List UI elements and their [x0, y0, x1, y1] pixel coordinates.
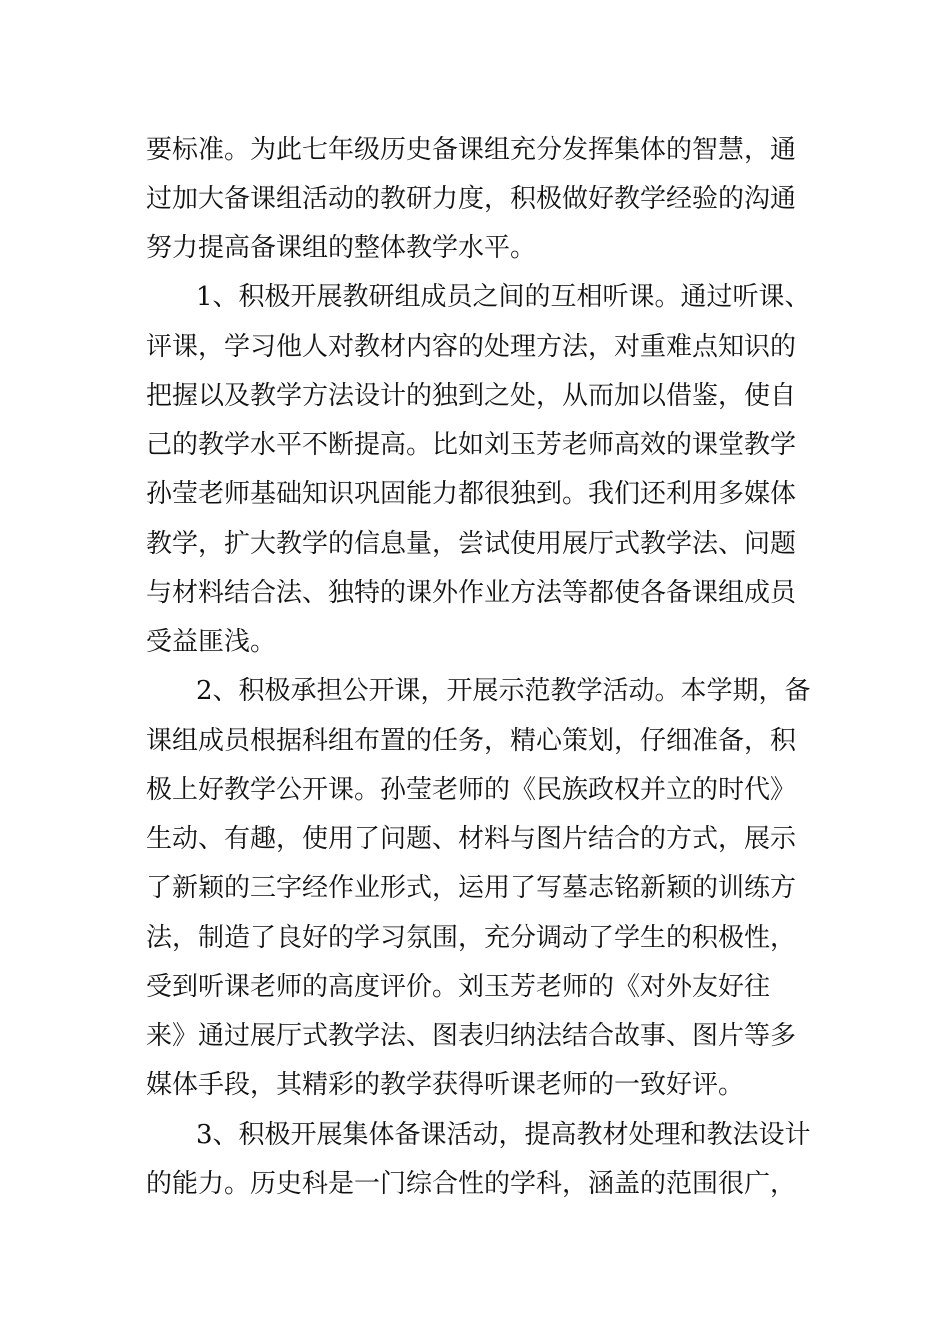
paragraph-3-first-line: 3、积极开展集体备课活动，提高教材处理和教法设计 [196, 1120, 811, 1150]
text-line: 把握以及教学方法设计的独到之处，从而加以借鉴，使自 [146, 381, 797, 411]
text-line: 孙莹老师基础知识巩固能力都很独到。我们还利用多媒体 [146, 479, 797, 509]
text-line: 过加大备课组活动的教研力度，积极做好教学经验的沟通 [146, 184, 797, 214]
text-line: 要标准。为此七年级历史备课组充分发挥集体的智慧，通 [146, 135, 797, 165]
text-line: 受益匪浅。 [146, 627, 277, 657]
text-line: 努力提高备课组的整体教学水平。 [146, 233, 537, 263]
paragraph-1-first-line: 1、积极开展教研组成员之间的互相听课。通过听课、 [196, 282, 811, 312]
text-line: 的能力。历史科是一门综合性的学科，涵盖的范围很广， [146, 1169, 797, 1199]
text-line: 课组成员根据科组布置的任务，精心策划，仔细准备，积 [146, 726, 797, 756]
text-line: 来》通过展厅式教学法、图表归纳法结合故事、图片等多 [146, 1021, 797, 1051]
text-line: 己的教学水平不断提高。比如刘玉芳老师高效的课堂教学 [146, 430, 797, 460]
text-line: 媒体手段，其精彩的教学获得听课老师的一致好评。 [146, 1070, 745, 1100]
text-line: 生动、有趣，使用了问题、材料与图片结合的方式，展示 [146, 824, 797, 854]
text-line: 教学，扩大教学的信息量，尝试使用展厅式教学法、问题 [146, 529, 797, 559]
text-line: 法，制造了良好的学习氛围，充分调动了学生的积极性， [146, 923, 797, 953]
text-line: 极上好教学公开课。孙莹老师的《民族政权并立的时代》 [146, 775, 797, 805]
text-line: 了新颖的三字经作业形式，运用了写墓志铭新颖的训练方 [146, 873, 797, 903]
paragraph-2-first-line: 2、积极承担公开课，开展示范教学活动。本学期，备 [196, 676, 811, 706]
text-line: 评课，学习他人对教材内容的处理方法，对重难点知识的 [146, 332, 797, 362]
text-line: 与材料结合法、独特的课外作业方法等都使各备课组成员 [146, 578, 797, 608]
text-line: 受到听课老师的高度评价。刘玉芳老师的《对外友好往 [146, 972, 771, 1002]
